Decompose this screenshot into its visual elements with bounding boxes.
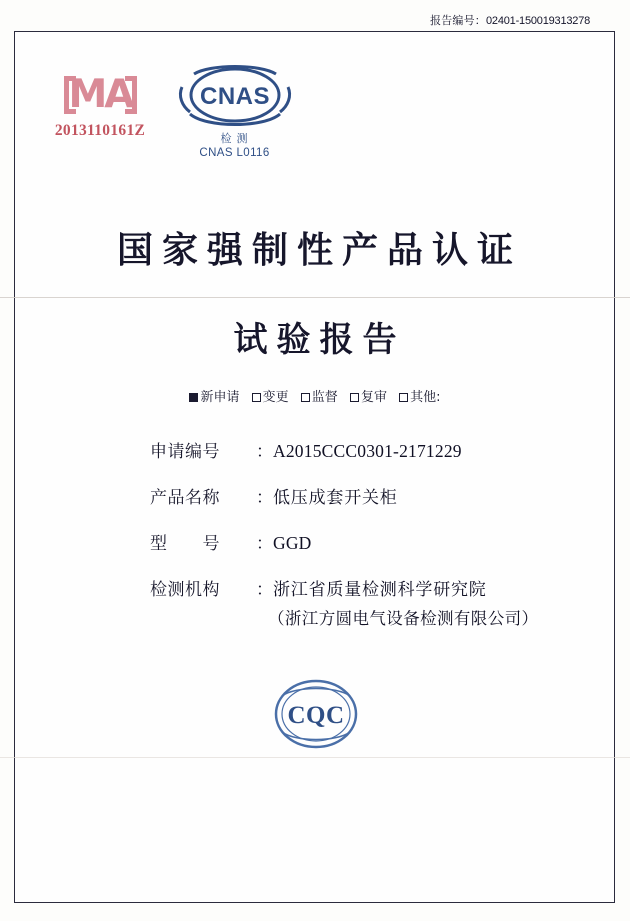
scan-artifact-line-2	[0, 757, 630, 758]
field-row-application-number	[150, 437, 570, 462]
svg-text:CNAS: CNAS	[199, 83, 270, 110]
scan-artifact-line	[0, 297, 630, 298]
field-value-testing-organization: 浙江省质量检测科学研究院	[273, 580, 487, 600]
checkbox-icon-review[interactable]	[350, 393, 359, 402]
field-colon-0: ：	[256, 442, 273, 462]
field-row-model	[150, 529, 570, 554]
application-type-option-2[interactable]	[301, 386, 338, 405]
cnas-accreditation-number: CNAS L0116	[199, 147, 270, 159]
cma-mark	[35, 72, 165, 140]
field-label-model: 型 号	[150, 534, 220, 554]
report-number-label: 报告编号：	[430, 14, 486, 27]
checkbox-icon-supervision[interactable]	[301, 393, 310, 402]
application-type-option-3[interactable]	[350, 386, 387, 405]
cma-logo-text: MA	[68, 72, 132, 117]
application-type-option-1[interactable]	[252, 386, 289, 405]
field-value-application-number: A2015CCC0301-2171229	[273, 441, 462, 461]
cnas-mark	[172, 62, 297, 159]
field-label-application-number: 申请编号	[150, 442, 220, 462]
field-value-testing-organization-subsidiary: （浙江方圆电气设备检测有限公司）	[268, 609, 539, 628]
field-row-testing-organization	[150, 575, 570, 629]
document-subtitle: 试验报告	[233, 320, 406, 360]
application-type-label-1: 变更	[262, 390, 289, 405]
document-title: 国家强制性产品认证	[116, 229, 522, 271]
checkbox-icon-new[interactable]	[189, 393, 198, 402]
cma-code: 2013110161Z	[54, 122, 146, 139]
field-list	[150, 437, 570, 650]
application-type-row	[0, 386, 630, 405]
field-label-testing-organization: 检测机构	[150, 580, 220, 600]
application-type-label-0: 新申请	[200, 390, 240, 405]
application-type-label-2: 监督	[311, 390, 338, 405]
application-type-label-4: 其他:	[410, 390, 441, 405]
field-value-model: GGD	[273, 533, 312, 553]
field-colon-3: ：	[256, 580, 273, 600]
field-row-product-name	[150, 483, 570, 508]
application-type-option-4[interactable]	[399, 386, 440, 405]
field-label-product-name: 产品名称	[150, 488, 220, 508]
report-number	[430, 12, 616, 28]
cnas-sub-label: 检 测	[220, 133, 249, 145]
report-number-value: 02401-150019313278	[486, 15, 591, 27]
svg-text:CQC: CQC	[287, 702, 345, 729]
field-colon-2: ：	[256, 534, 273, 554]
cqc-seal-icon	[273, 676, 359, 752]
cnas-logo-icon	[176, 62, 294, 132]
field-colon-1: ：	[256, 488, 273, 508]
checkbox-icon-other[interactable]	[399, 393, 408, 402]
application-type-option-0[interactable]	[189, 386, 239, 405]
checkbox-icon-change[interactable]	[252, 393, 261, 402]
field-value-product-name: 低压成套开关柜	[273, 488, 398, 508]
application-type-label-3: 复审	[360, 390, 387, 405]
